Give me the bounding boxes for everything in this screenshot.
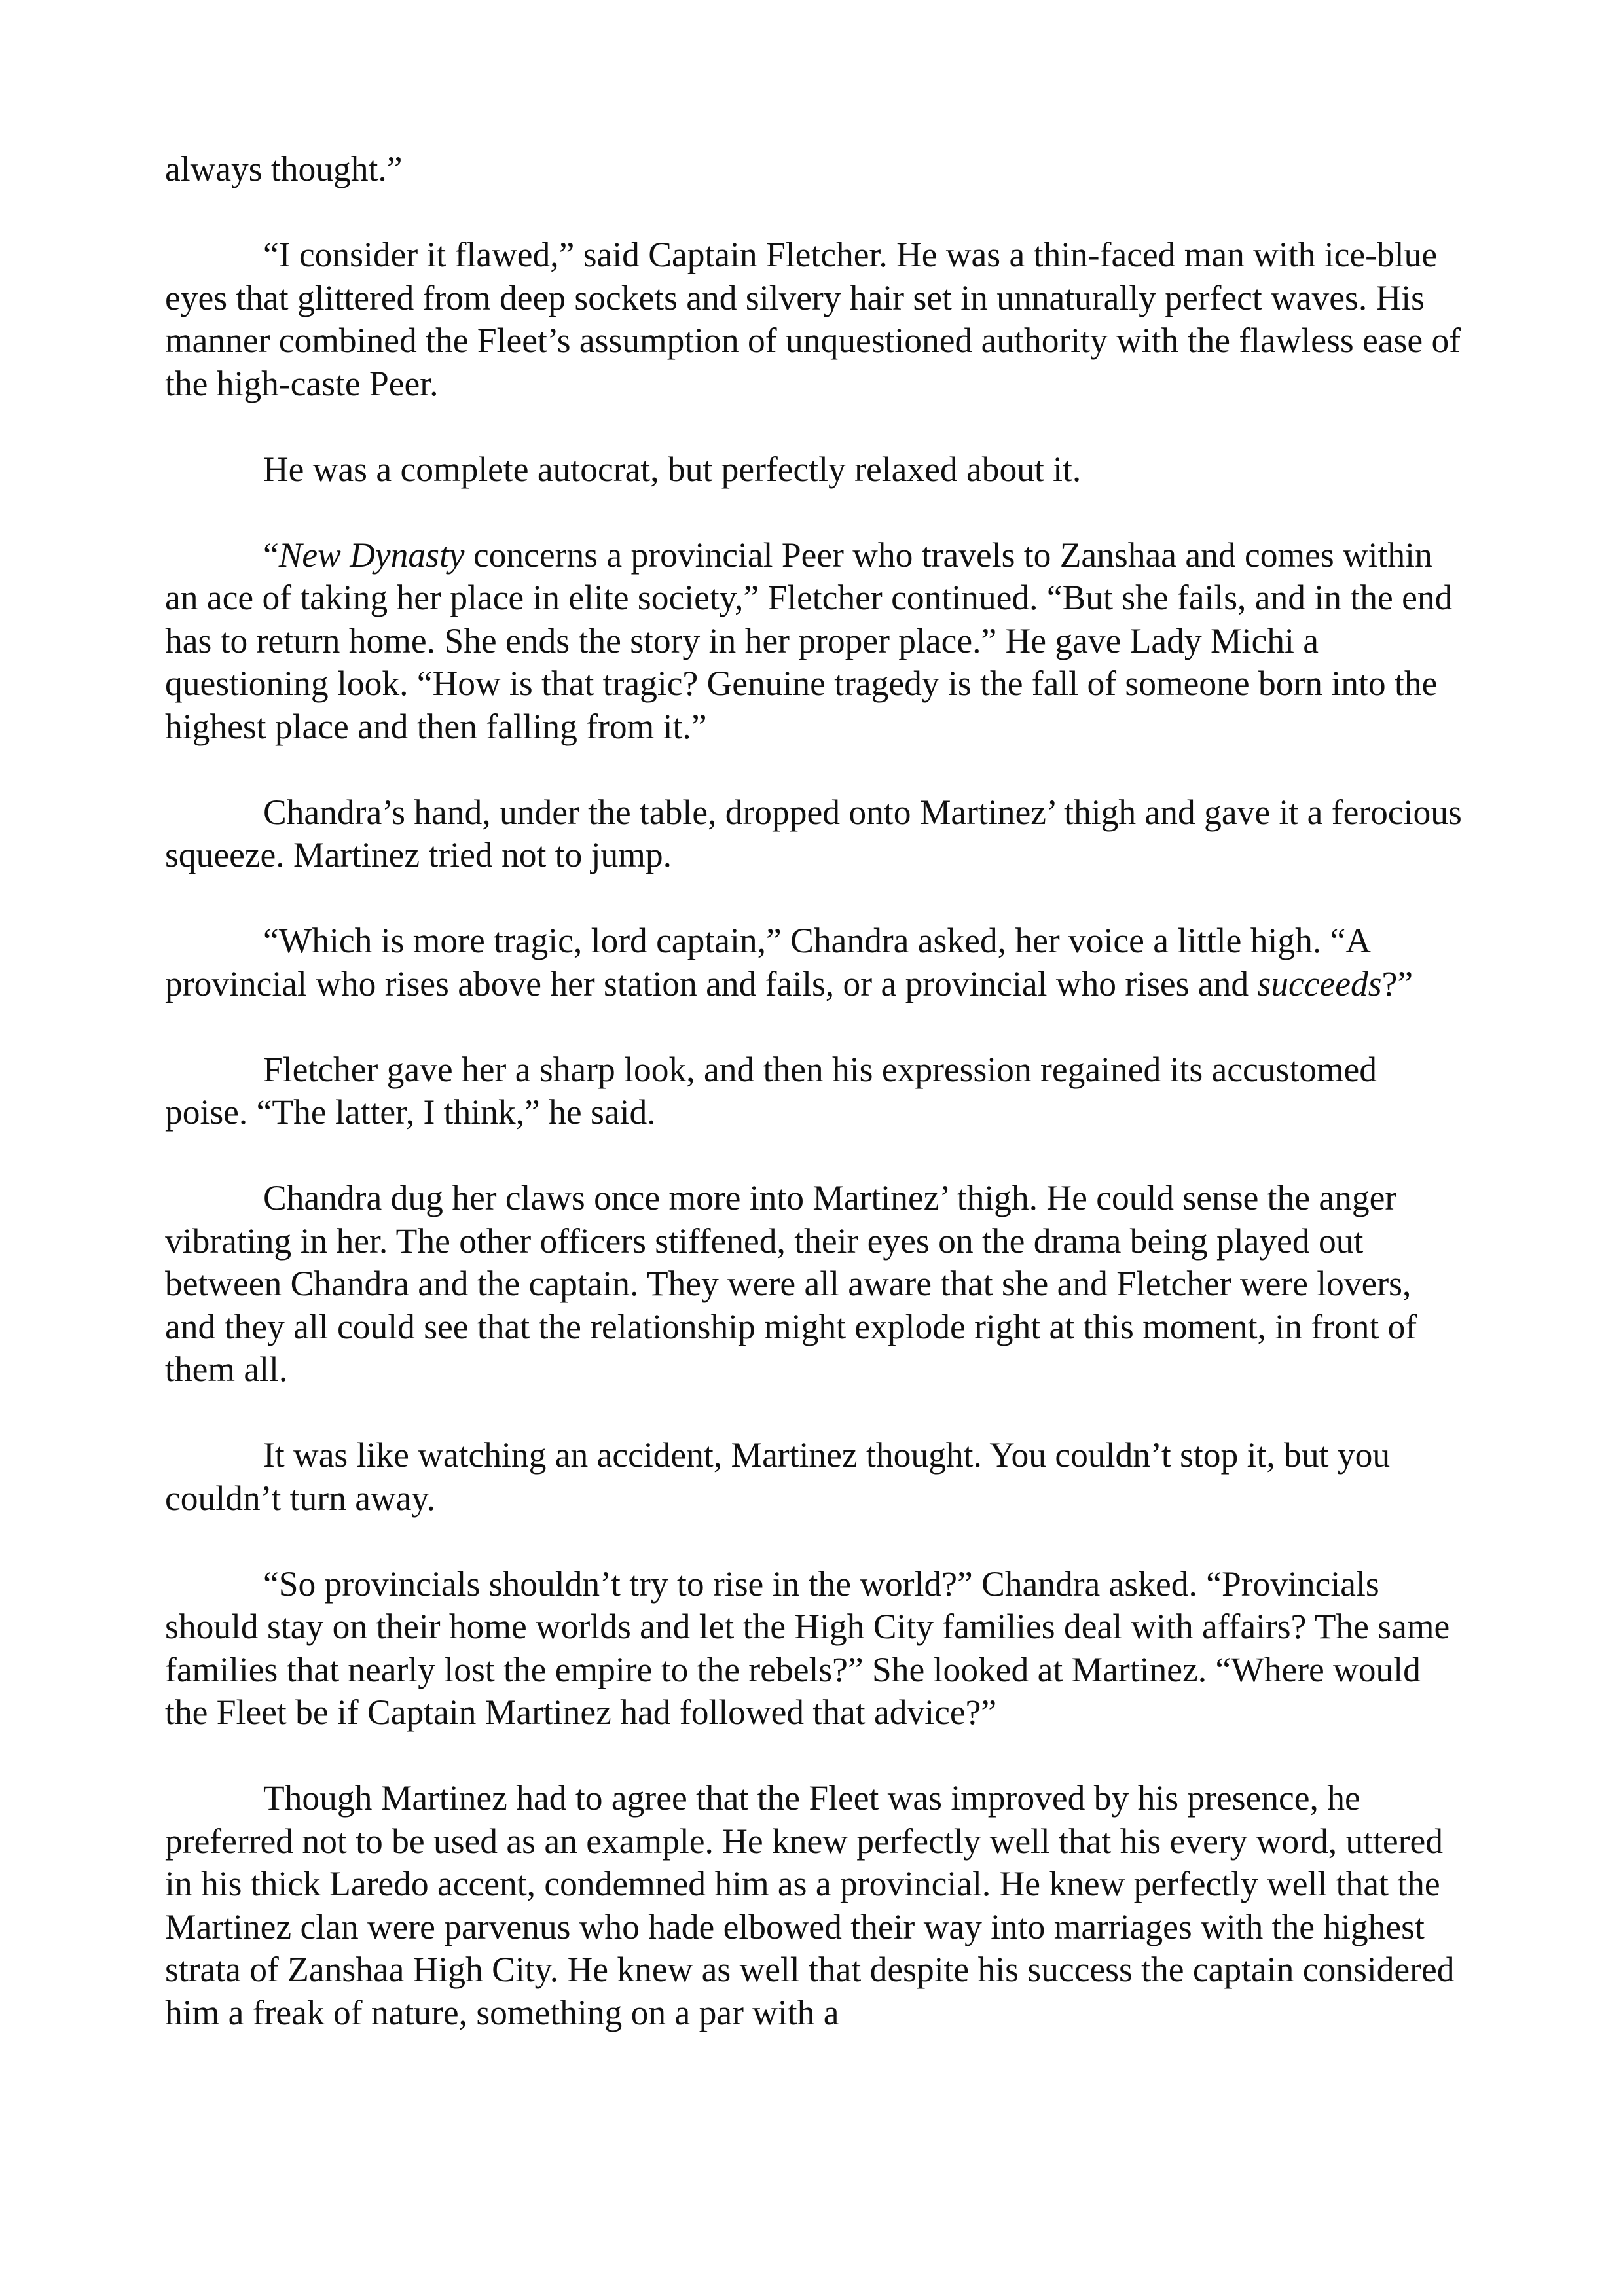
text-segment: Fletcher gave her a sharp look, and then his expression regained its accustomed poise. “The latter, I think,” he said. (165, 1049, 1377, 1132)
paragraph (165, 791, 1468, 877)
body-text (165, 148, 1468, 2034)
text-segment: Chandra’s hand, under the table, dropped onto Martinez’ thigh and gave it a ferocious squeeze. Martinez tried not to jump. (165, 792, 1462, 874)
text-segment: Though Martinez had to agree that the Fleet was improved by his presence, he preferred not to be used as an example. He knew perfectly well that his every word, uttered in his thick Laredo accent, condemned him as a provincial. He knew perfectly well that the Martinez clan were parvenus who hade elbowed their way into marriages with the highest strata of Zanshaa High City. He knew as well that despite his success the captain considered him a freak of nature, something on a par with a (165, 1778, 1455, 2032)
paragraph (165, 1049, 1468, 1134)
paragraph (165, 1177, 1468, 1391)
text-segment: “I consider it flawed,” said Captain Fletcher. He was a thin-faced man with ice-blue eyes that glittered from deep sockets and silvery hair set in unnaturally perfect waves. His manner combined the Fleet’s assumption of unquestioned authority with the flawless ease of the high-caste Peer. (165, 235, 1461, 403)
text-segment: He was a complete autocrat, but perfectly relaxed about it. (263, 449, 1082, 489)
paragraph (165, 1777, 1468, 2034)
text-segment: concerns a provincial Peer who travels to Zanshaa and comes within an ace of taking her place in elite society,” Fletcher continued. “But she fails, and in the end has to return home. She ends the story in her proper place.” He gave Lady Michi a questioning look. “How is that tragic? Genuine tragedy is the fall of someone born into the highest place and then falling from it.” (165, 535, 1453, 746)
paragraph (165, 234, 1468, 405)
paragraph (165, 1434, 1468, 1520)
text-segment: ?” (1381, 963, 1413, 1003)
text-segment: “ (263, 535, 279, 575)
text-segment: It was like watching an accident, Martinez thought. You couldn’t stop it, but you couldn’t turn away. (165, 1435, 1391, 1518)
paragraph (165, 148, 1468, 191)
text-segment: “Which is more tragic, lord captain,” Chandra asked, her voice a little high. “A provincial who rises above her station and fails, or a provincial who rises and (165, 921, 1370, 1003)
text-segment: always thought.” (165, 149, 403, 188)
paragraph (165, 448, 1468, 492)
text-segment: “So provincials shouldn’t try to rise in the world?” Chandra asked. “Provincials should stay on their home worlds and let the High City families deal with affairs? The same families that nearly lost the empire to the rebels?” She looked at Martinez. “Where would the Fleet be if Captain Martinez had followed that advice?” (165, 1564, 1450, 1732)
text-segment: Chandra dug her claws once more into Martinez’ thigh. He could sense the anger vibrating in her. The other officers stiffened, their eyes on the drama being played out between Chandra and the captain. They were all aware that she and Fletcher were lovers, and they all could see that the relationship might explode right at this moment, in front of them all. (165, 1178, 1417, 1389)
italic-text: New Dynasty (278, 535, 465, 575)
paragraph (165, 1563, 1468, 1734)
italic-text: succeeds (1257, 963, 1382, 1003)
paragraph (165, 534, 1468, 749)
paragraph (165, 920, 1468, 1005)
